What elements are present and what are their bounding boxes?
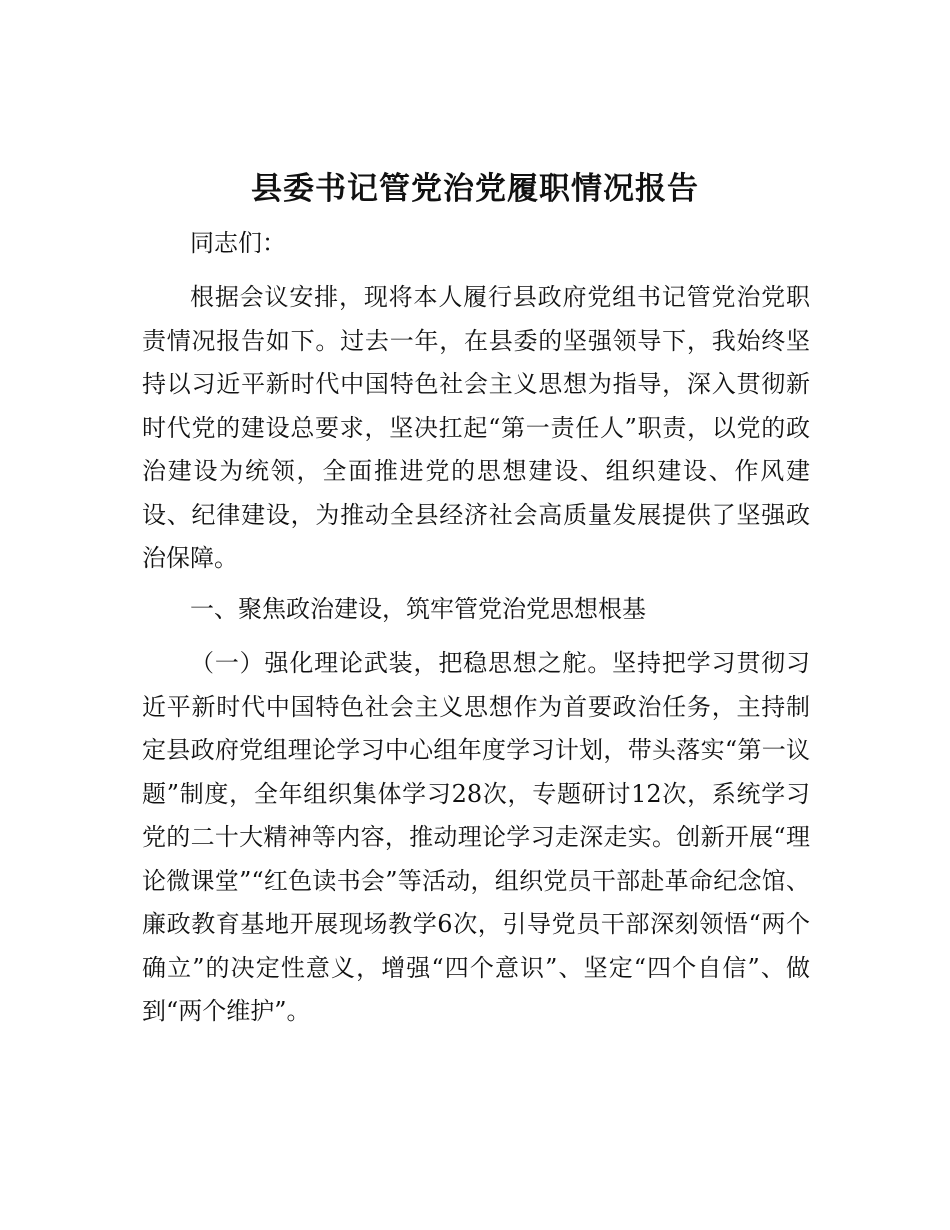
section-1-paragraph: （一）强化理论武装，把稳思想之舵。坚持把学习贯彻习近平新时代中国特色社会主义思想作为首要政治任务，主持制定县政府党组理论学习中心组年度学习计划，带头落实“第一议题”制度，全年组织集体学习28次，专题研讨12次，系统学习党的二十大精神等内容，推动理论学习走深走实。创新开展“理论微课堂”“红色读书会”等活动，组织党员干部赴革命纪念馆、廉政教育基地开展现场教学6次，引导党员干部深刻领悟“两个确立”的决定性意义，增强“四个意识”、坚定“四个自信”、做到“两个维护”。 xyxy=(142,649,810,1025)
intro-paragraph: 根据会议安排，现将本人履行县政府党组书记管党治党职责情况报告如下。过去一年，在县委的坚强领导下，我始终坚持以习近平新时代中国特色社会主义思想为指导，深入贯彻新时代党的建设总要求，坚决扛起“第一责任人”职责，以党的政治建设为统领，全面推进党的思想建设、组织建设、作风建设、纪律建设，为推动全县经济社会高质量发展提供了坚强政治保障。 xyxy=(142,283,810,572)
greeting: 同志们： xyxy=(190,229,286,257)
document-title: 县委书记管党治党履职情况报告 xyxy=(251,171,699,207)
section-heading-1: 一、聚焦政治建设，筑牢管党治党思想根基 xyxy=(190,595,646,623)
